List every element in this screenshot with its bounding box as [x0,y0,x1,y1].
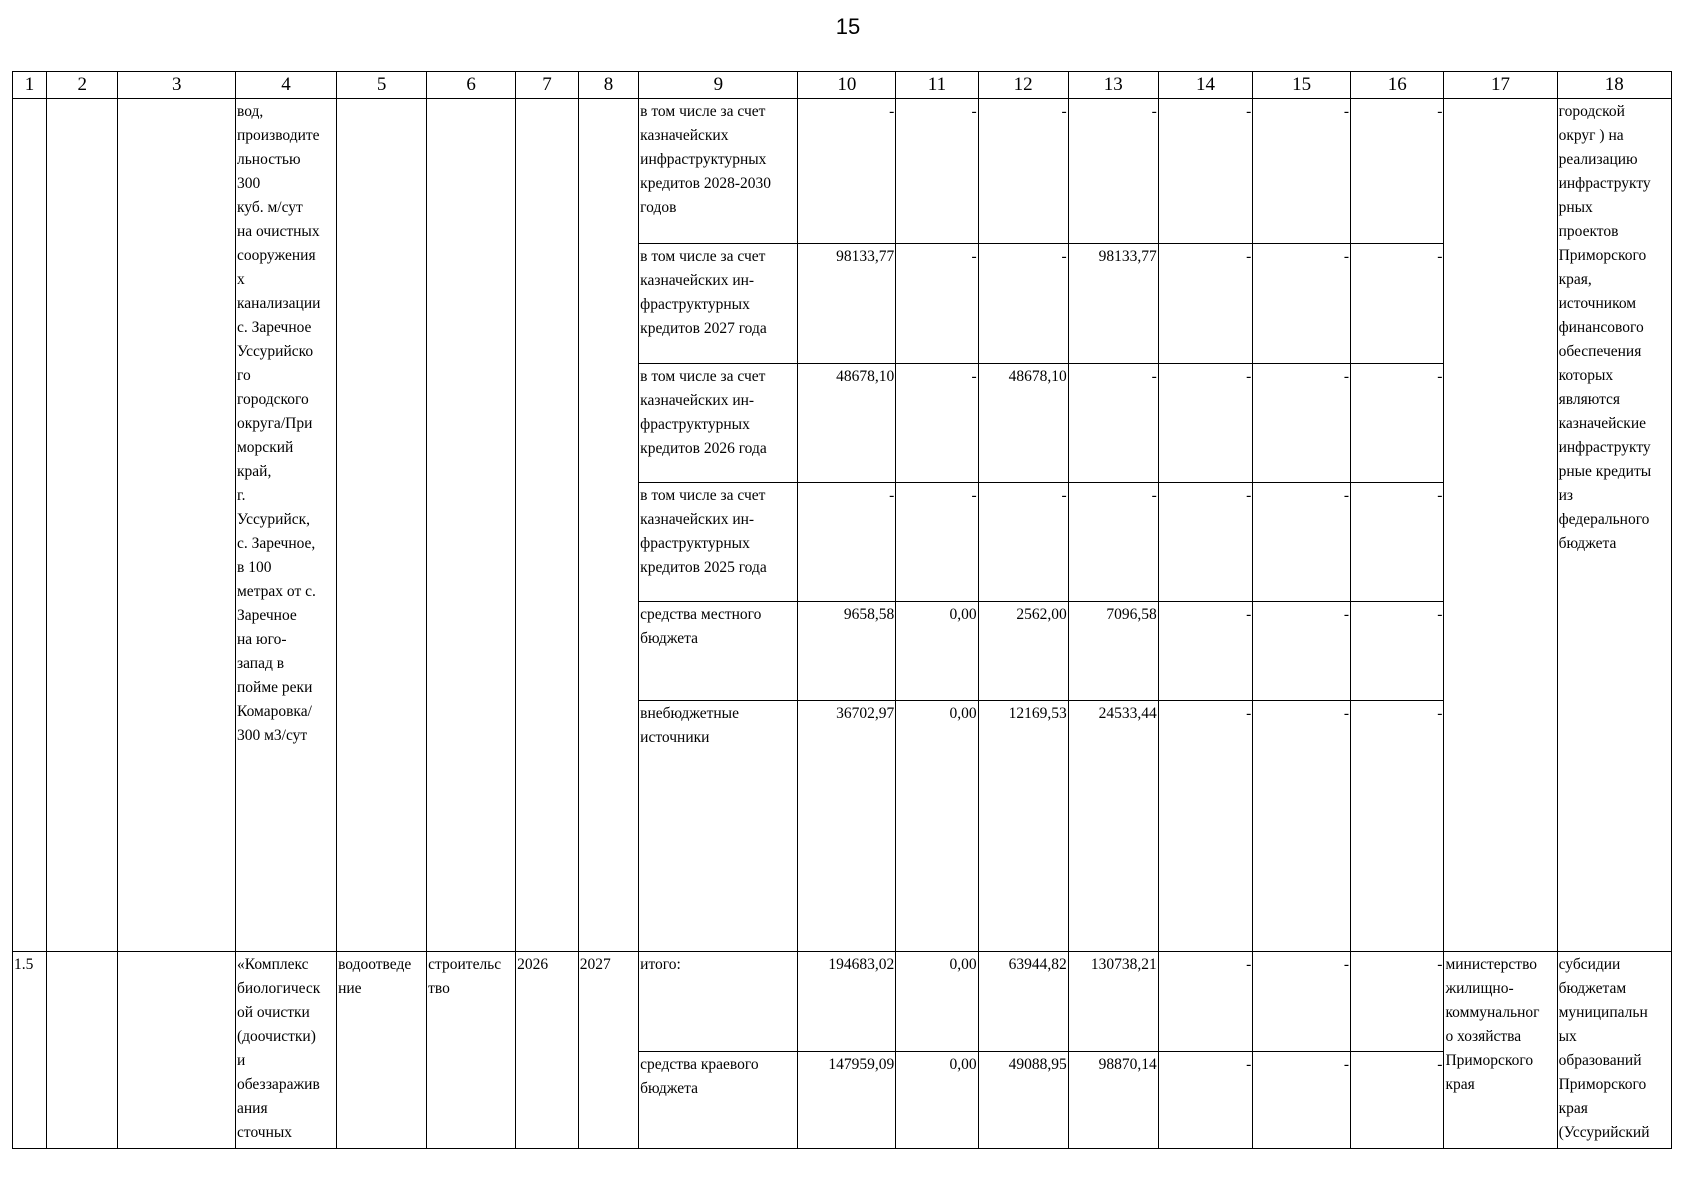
header-cell: 9 [639,72,798,99]
amount-col16: - [1351,244,1444,364]
amount-2027: 7096,58 [1068,602,1158,701]
header-row [13,72,1672,99]
empty-cell [578,99,638,952]
empty-cell [118,99,236,952]
amount-2025: 0,00 [896,952,978,1052]
amount-2026: 2562,00 [978,602,1068,701]
empty-cell [337,99,427,952]
financing-table [12,71,1672,1149]
header-cell: 11 [896,72,978,99]
amount-2026: - [978,99,1068,244]
funding-source: средства краевого бюджета [639,1052,798,1149]
amount-col16: - [1351,99,1444,244]
amount-2025: 0,00 [896,701,978,952]
empty-cell [516,99,579,952]
amount-2025: - [896,244,978,364]
amount-2025: - [896,364,978,483]
amount-total: 9658,58 [798,602,896,701]
amount-2027: - [1068,483,1158,602]
header-cell: 12 [978,72,1068,99]
amount-2026: 48678,10 [978,364,1068,483]
empty-cell [47,99,118,952]
header-cell: 13 [1068,72,1158,99]
funding-note: субсидии бюджетам муниципальн ых образований Приморского края (Уссурийский [1557,952,1671,1149]
empty-cell [47,952,118,1149]
amount-2027: 98133,77 [1068,244,1158,364]
amount-col14: - [1158,1052,1252,1149]
amount-total: 98133,77 [798,244,896,364]
header-cell: 3 [118,72,236,99]
amount-col15: - [1253,1052,1351,1149]
amount-col15: - [1253,244,1351,364]
amount-2025: - [896,99,978,244]
end-year: 2027 [578,952,638,1149]
funding-source: в том числе за счет казначейских инфраструктурных кредитов 2028-2030 годов [639,99,798,244]
amount-2026: 63944,82 [978,952,1068,1052]
amount-2025: 0,00 [896,602,978,701]
amount-col14: - [1158,244,1252,364]
amount-total: 36702,97 [798,701,896,952]
funding-source: в том числе за счет казначейских ин- фраструктурных кредитов 2027 года [639,244,798,364]
amount-col15: - [1253,99,1351,244]
empty-cell [118,952,236,1149]
funding-source: итого: [639,952,798,1052]
header-cell: 18 [1557,72,1671,99]
funding-source: в том числе за счет казначейских ин- фраструктурных кредитов 2025 года [639,483,798,602]
header-cell: 14 [1158,72,1252,99]
amount-col16: - [1351,602,1444,701]
header-cell: 4 [236,72,337,99]
object-description: «Комплекс биологическ ой очистки (доочистки) и обеззаражив ания сточных [236,952,337,1149]
object-description: вод, производите льностью 300 куб. м/сут на очистных сооружения х канализации с. Заречное Уссурийско го городского округа/При морский край, г. Уссурийск, с. Заречное, в 100 метрах от с. Заречное на юго- запад в пойме реки Комаровка/ 300 м3/сут [236,99,337,952]
amount-col16: - [1351,364,1444,483]
amount-col14: - [1158,99,1252,244]
amount-col15: - [1253,602,1351,701]
header-cell: 17 [1444,72,1557,99]
amount-col14: - [1158,701,1252,952]
amount-2025: - [896,483,978,602]
amount-col15: - [1253,952,1351,1052]
amount-total: 194683,02 [798,952,896,1052]
amount-2026: - [978,244,1068,364]
header-cell: 1 [13,72,47,99]
amount-col15: - [1253,483,1351,602]
start-year: 2026 [516,952,579,1149]
amount-col15: - [1253,701,1351,952]
amount-2027: - [1068,364,1158,483]
funding-note: городской округ ) на реализацию инфраструкту рных проектов Приморского края, источником финансового обеспечения которых являются казначейские инфраструкту рные кредиты из федерального бюджета [1557,99,1671,952]
table-row [13,952,1672,1052]
header-cell: 15 [1253,72,1351,99]
amount-col14: - [1158,952,1252,1052]
funding-source: средства местного бюджета [639,602,798,701]
amount-total: 147959,09 [798,1052,896,1149]
amount-col14: - [1158,483,1252,602]
sector: водоотведе ние [337,952,427,1149]
amount-2027: 130738,21 [1068,952,1158,1052]
amount-total: - [798,99,896,244]
responsible-cell [1444,99,1557,952]
table-row [13,99,1672,244]
amount-total: 48678,10 [798,364,896,483]
amount-2025: 0,00 [896,1052,978,1149]
responsible-ministry: министерство жилищно- коммунальног о хозяйства Приморского края [1444,952,1557,1149]
header-cell: 8 [578,72,638,99]
header-cell: 6 [427,72,516,99]
header-cell: 5 [337,72,427,99]
funding-source: внебюджетные источники [639,701,798,952]
amount-2027: - [1068,99,1158,244]
header-cell: 2 [47,72,118,99]
amount-col14: - [1158,602,1252,701]
amount-2027: 98870,14 [1068,1052,1158,1149]
item-number: 1.5 [13,952,47,1149]
header-cell: 16 [1351,72,1444,99]
work-type: строительс тво [427,952,516,1149]
header-cell: 10 [798,72,896,99]
header-cell: 7 [516,72,579,99]
amount-col15: - [1253,364,1351,483]
amount-total: - [798,483,896,602]
empty-cell [427,99,516,952]
amount-2027: 24533,44 [1068,701,1158,952]
amount-2026: - [978,483,1068,602]
page-number: 15 [835,14,861,39]
amount-col16: - [1351,952,1444,1052]
amount-col16: - [1351,483,1444,602]
amount-2026: 12169,53 [978,701,1068,952]
amount-col16: - [1351,701,1444,952]
funding-source: в том числе за счет казначейских ин- фраструктурных кредитов 2026 года [639,364,798,483]
amount-col14: - [1158,364,1252,483]
amount-col16: - [1351,1052,1444,1149]
amount-2026: 49088,95 [978,1052,1068,1149]
item-number-cell [13,99,47,952]
